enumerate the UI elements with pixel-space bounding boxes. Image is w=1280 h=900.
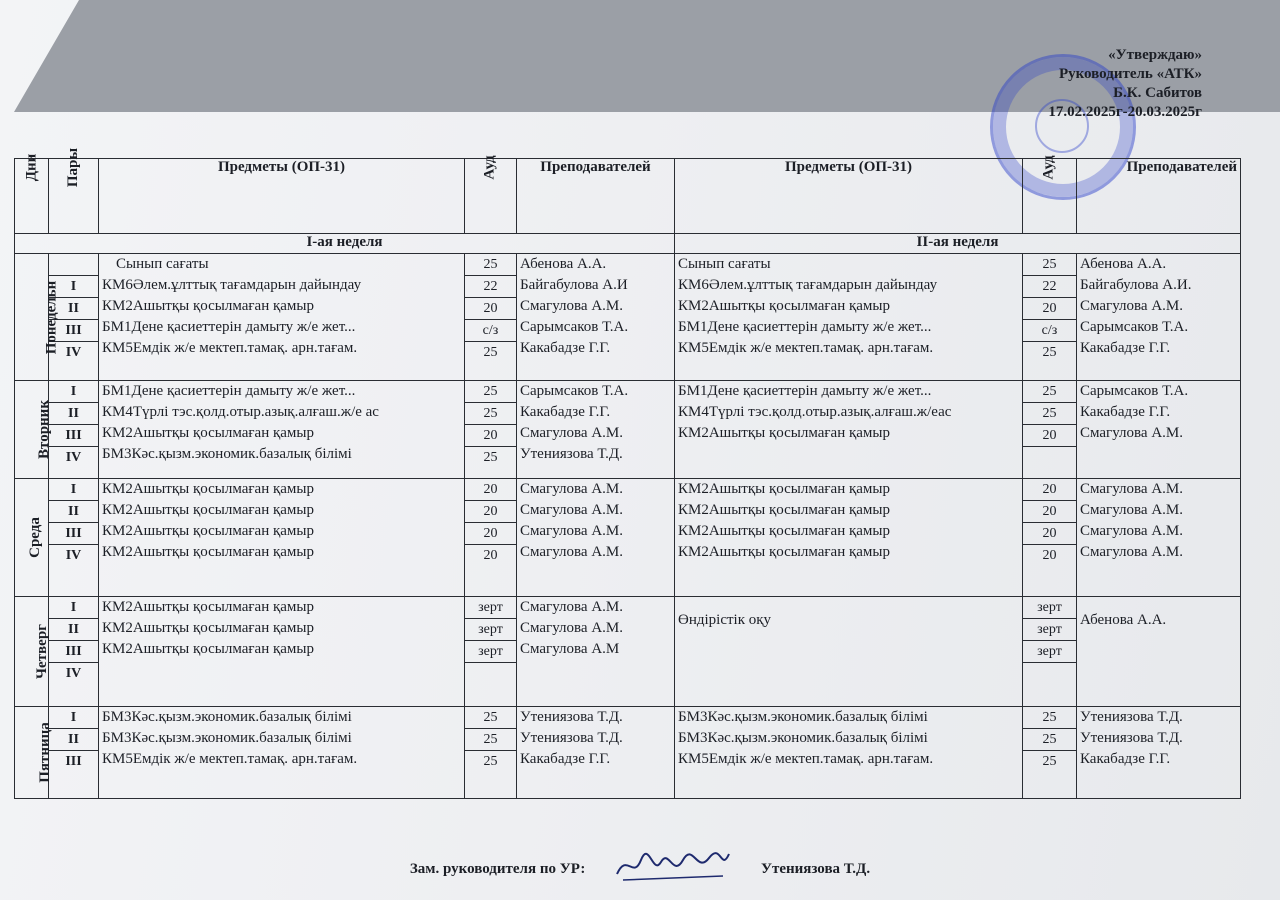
teachers-week1: Сарымсаков Т.А. Какабадзе Г.Г. Смагулова А.М. Утениязова Т.Д. [517,381,675,479]
teachers-week1: Смагулова А.М. Смагулова А.М. Смагулова А.М [517,597,675,707]
subjects-week1: КМ2Ашытқы қосылмаған қамыр КМ2Ашытқы қосылмаған қамыр КМ2Ашытқы қосылмаған қамыр КМ2Ашытқы қосылмаған қамыр [99,479,465,597]
auds-week2: 25 25 20 [1023,381,1077,479]
day-row-wednesday [15,479,1241,597]
approval-position: Руководитель «АТК» [1058,66,1202,82]
teacher-week2-practice: Абенова А.А. [1077,597,1241,707]
day-row-friday [15,707,1241,799]
pair-numbers: I II III IV [49,479,99,597]
header-aud-week2: Ауд [1023,159,1077,234]
auds-week2: 25 25 25 [1023,707,1077,799]
footer-name: Утениязова Т.Д. [760,860,871,877]
header-teachers-week2: Преподавателей [1077,159,1241,234]
subjects-week2: КМ2Ашытқы қосылмаған қамыр КМ2Ашытқы қосылмаған қамыр КМ2Ашытқы қосылмаған қамыр КМ2Ашытқы қосылмаған қамыр [675,479,1023,597]
pair-numbers: I II III [49,707,99,799]
auds-week2: 20 20 20 20 [1023,479,1077,597]
week2-label: II-ая неделя [675,234,1241,254]
week-row [15,234,1241,254]
subjects-week2: БМ1Дене қасиеттерін дамыту ж/е жет... КМ4Түрлі тэс.қолд.отыр.азық.алғаш.ж/еас КМ2Ашытқы қосылмаған қамыр [675,381,1023,479]
footer-signature-line [0,852,1280,886]
auds-week1: 25 22 20 с/з 25 [465,254,517,381]
day-tuesday: Вторник [15,381,49,479]
auds-week1: зерт зерт зерт [465,597,517,707]
teachers-week2: Смагулова А.М. Смагулова А.М. Смагулова А.М. Смагулова А.М. [1077,479,1241,597]
subjects-week1: Сынып сағаты КМ6Әлем.ұлттық тағамдарын дайындау КМ2Ашытқы қосылмаған қамыр БМ1Дене қасиеттерін дамыту ж/е жет... КМ5Емдік ж/е мектеп.тамақ. арн.тағам. [99,254,465,381]
pair-numbers: I II III IV [49,254,99,381]
header-pairs: Пары [49,159,99,234]
approval-period: 17.02.2025г-20.03.2025г [1048,104,1202,120]
subjects-week1: БМ3Кәс.қызм.экономик.базалық білімі БМ3Кәс.қызм.экономик.базалық білімі КМ5Емдік ж/е мектеп.тамақ. арн.тағам. [99,707,465,799]
approval-person: Б.К. Сабитов [1113,85,1202,101]
subjects-week1: БМ1Дене қасиеттерін дамыту ж/е жет... КМ4Түрлі тэс.қолд.отыр.азық.алғаш.ж/е ас КМ2Ашытқы қосылмаған қамыр БМ3Кәс.қызм.экономик.базалық білімі [99,381,465,479]
day-monday: Понедельн [15,254,49,381]
subject-week2-practice: Өндірістік оқу [675,597,1023,707]
teachers-week2: Сарымсаков Т.А. Какабадзе Г.Г. Смагулова А.М. [1077,381,1241,479]
approval-block [1048,46,1202,122]
header-days: Дни [15,159,49,234]
day-friday: Пятница [15,707,49,799]
subjects-week2: БМ3Кәс.қызм.экономик.базалық білімі БМ3Кәс.қызм.экономик.базалық білімі КМ5Емдік ж/е мектеп.тамақ. арн.тағам. [675,707,1023,799]
handwritten-signature [613,852,733,886]
day-row-thursday [15,597,1241,707]
teachers-week1: Утениязова Т.Д. Утениязова Т.Д. Какабадзе Г.Г. [517,707,675,799]
approval-title: «Утверждаю» [1108,47,1202,63]
auds-week2: 25 22 20 с/з 25 [1023,254,1077,381]
auds-week1: 25 25 20 25 [465,381,517,479]
header-aud-week1: Ауд [465,159,517,234]
subjects-week1: КМ2Ашытқы қосылмаған қамыр КМ2Ашытқы қосылмаған қамыр КМ2Ашытқы қосылмаған қамыр [99,597,465,707]
pair-numbers: I II III IV [49,597,99,707]
auds-week1: 20 20 20 20 [465,479,517,597]
header-row [15,159,1241,234]
day-thursday: Четверг [15,597,49,707]
teachers-week1: Абенова А.А. Байгабулова А.И Смагулова А.М. Сарымсаков Т.А. Какабадзе Г.Г. [517,254,675,381]
subjects-week2: Сынып сағаты КМ6Әлем.ұлттық тағамдарын дайындау КМ2Ашытқы қосылмаған қамыр БМ1Дене қасиеттерін дамыту ж/е жет... КМ5Емдік ж/е мектеп.тамақ. арн.тағам. [675,254,1023,381]
auds-week2: зерт зерт зерт [1023,597,1077,707]
day-row-tuesday [15,381,1241,479]
header-subjects-week1: Предметы (ОП-31) [99,159,465,234]
pair-numbers: I II III IV [49,381,99,479]
header-subjects-week2: Предметы (ОП-31) [675,159,1023,234]
schedule-table [14,147,1241,799]
auds-week1: 25 25 25 [465,707,517,799]
week1-label: I-ая неделя [15,234,675,254]
teachers-week2: Утениязова Т.Д. Утениязова Т.Д. Какабадзе Г.Г. [1077,707,1241,799]
day-row-monday [15,254,1241,381]
teachers-week1: Смагулова А.М. Смагулова А.М. Смагулова А.М. Смагулова А.М. [517,479,675,597]
footer-label: Зам. руководителя по УР: [409,860,586,877]
teachers-week2: Абенова А.А. Байгабулова А.И. Смагулова А.М. Сарымсаков Т.А. Какабадзе Г.Г. [1077,254,1241,381]
header-teachers-week1: Преподавателей [517,159,675,234]
day-wednesday: Среда [15,479,49,597]
